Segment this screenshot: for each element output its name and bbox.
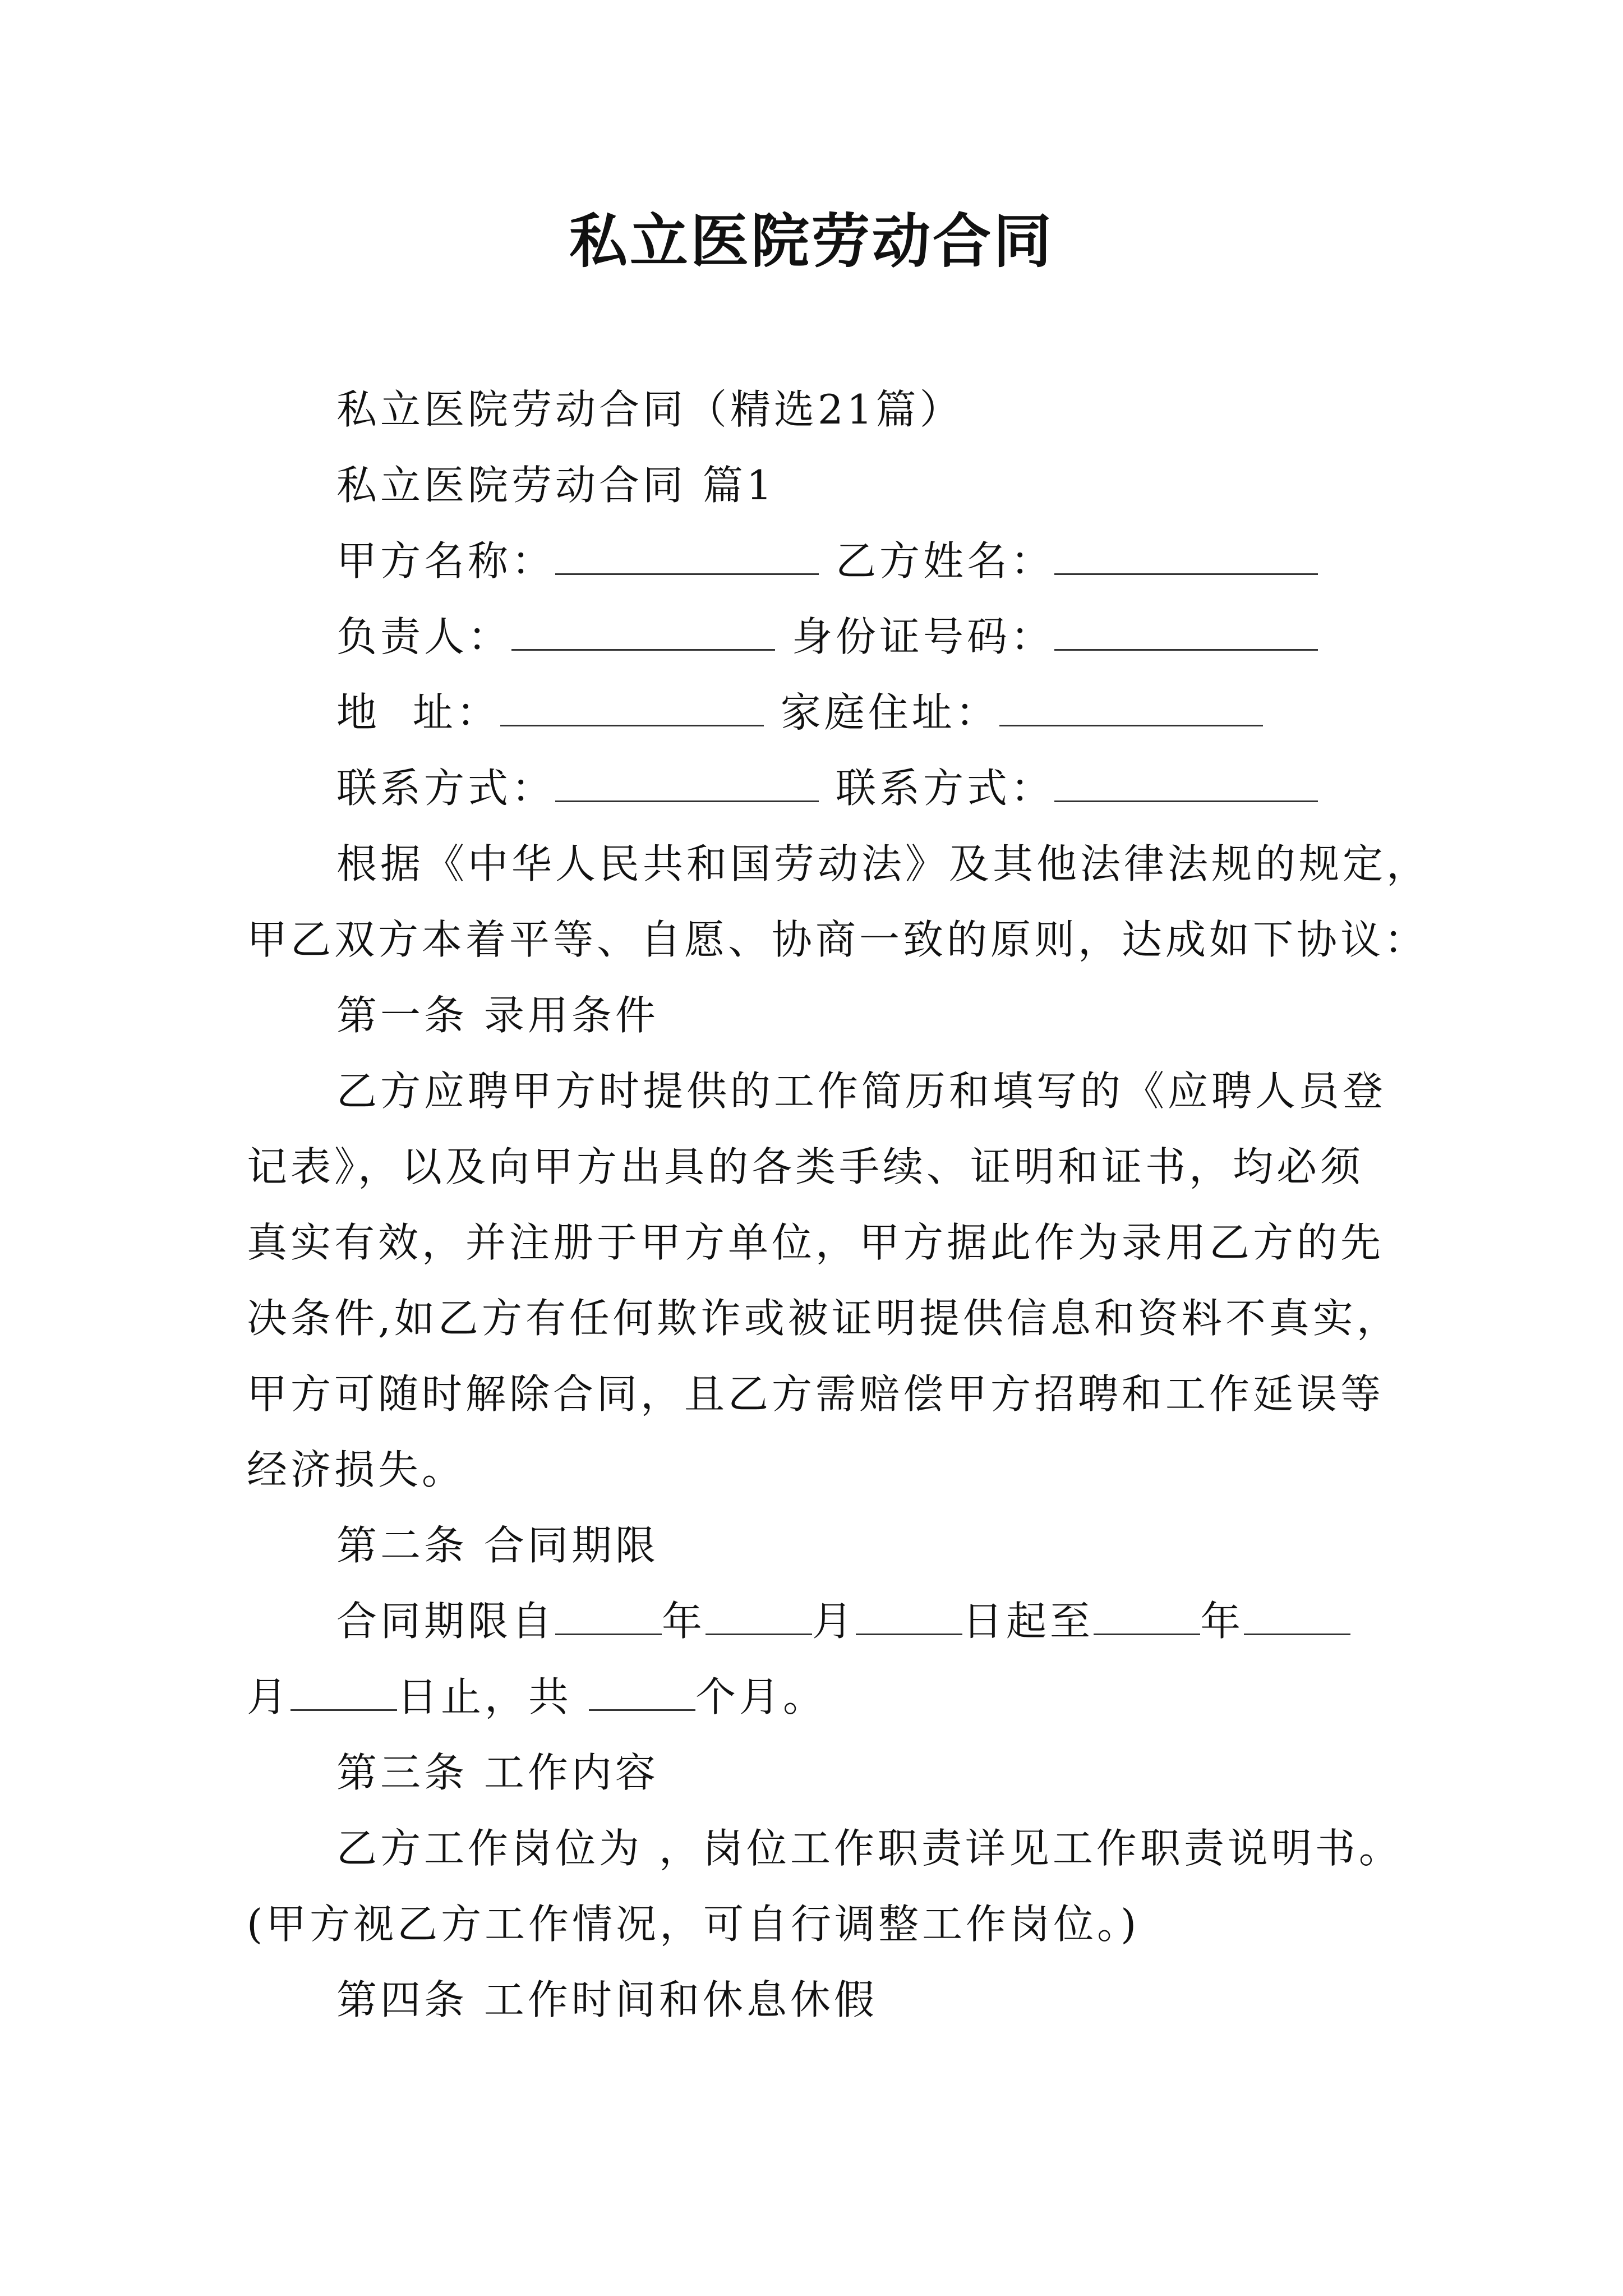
document-subtitle: 私立医院劳动合同（精选21篇） bbox=[336, 386, 963, 433]
intro-line-2: 甲乙双方本着平等、自愿、协商一致的原则，达成如下协议： bbox=[247, 916, 1428, 963]
start-month-blank bbox=[706, 1594, 812, 1635]
article-1-line: 记表》，以及向甲方出具的各类手续、证明和证书，均必须 bbox=[247, 1143, 1364, 1190]
id-number-label: 身份证号码： bbox=[792, 613, 1055, 660]
responsible-blank bbox=[511, 610, 775, 651]
contact-b-label: 联系方式： bbox=[836, 765, 1055, 812]
article-3-heading: 第三条 工作内容 bbox=[336, 1749, 659, 1796]
contact-a-label: 联系方式： bbox=[336, 765, 556, 812]
article-1-line: 乙方应聘甲方时提供的工作简历和填写的《应聘人员登 bbox=[336, 1068, 1387, 1115]
month-label: 月 bbox=[812, 1598, 856, 1645]
party-name-row bbox=[336, 533, 1318, 589]
end-day-blank bbox=[291, 1670, 397, 1711]
section-heading: 私立医院劳动合同 篇1 bbox=[336, 462, 776, 509]
article-2-line-1 bbox=[336, 1593, 1350, 1649]
home-address-label: 家庭住址： bbox=[780, 689, 999, 736]
intro-line-1: 根据《中华人民共和国劳动法》及其他法律法规的规定， bbox=[336, 840, 1431, 887]
start-day-blank bbox=[856, 1594, 962, 1635]
article-1-line: 甲方可随时解除合同，且乙方需赔偿甲方招聘和工作延误等 bbox=[247, 1370, 1385, 1418]
year-label: 年 bbox=[662, 1598, 706, 1645]
address-row bbox=[336, 684, 1263, 740]
address-blank bbox=[500, 685, 764, 726]
year-label: 年 bbox=[1200, 1598, 1244, 1645]
end-year-blank bbox=[1094, 1594, 1200, 1635]
party-a-name-blank bbox=[555, 534, 819, 575]
document-title: 私立医院劳动合同 bbox=[569, 206, 1054, 275]
contact-row bbox=[336, 760, 1318, 816]
party-b-name-label: 乙方姓名： bbox=[836, 537, 1055, 585]
party-a-name-label: 甲方名称： bbox=[336, 537, 556, 585]
article-1-line: 真实有效，并注册于甲方单位，甲方据此作为录用乙方的先 bbox=[247, 1219, 1385, 1266]
month-label: 月 bbox=[247, 1673, 291, 1720]
address-label: 地 址： bbox=[336, 689, 500, 736]
home-address-blank bbox=[999, 685, 1263, 726]
article-1-heading: 第一条 录用条件 bbox=[336, 992, 659, 1039]
day-until-label: 日起至 bbox=[962, 1598, 1094, 1645]
article-4-heading: 第四条 工作时间和休息休假 bbox=[336, 1976, 878, 2023]
article-2-heading: 第二条 合同期限 bbox=[336, 1522, 659, 1569]
day-total-label: 日止，共 bbox=[397, 1673, 573, 1720]
article-2-line-2 bbox=[247, 1669, 827, 1725]
contact-a-blank bbox=[555, 761, 819, 802]
responsible-row bbox=[336, 609, 1318, 665]
responsible-label: 负责人： bbox=[336, 613, 512, 660]
party-b-name-blank bbox=[1054, 534, 1318, 575]
month-count-blank bbox=[589, 1670, 695, 1711]
start-year-blank bbox=[555, 1594, 662, 1635]
article-3-line: (甲方视乙方工作情况，可自行调整工作岗位。) bbox=[247, 1901, 1140, 1948]
id-number-blank bbox=[1054, 610, 1318, 651]
article-1-line: 经济损失。 bbox=[247, 1446, 466, 1493]
article-1-line: 决条件,如乙方有任何欺诈或被证明提供信息和资料不真实， bbox=[247, 1295, 1400, 1342]
months-label: 个月。 bbox=[695, 1673, 827, 1720]
end-month-blank bbox=[1244, 1594, 1350, 1635]
contact-b-blank bbox=[1054, 761, 1318, 802]
article-3-line: 乙方工作岗位为 ，岗位工作职责详见工作职责说明书。 bbox=[336, 1825, 1403, 1872]
contract-term-from-label: 合同期限自 bbox=[336, 1598, 556, 1645]
